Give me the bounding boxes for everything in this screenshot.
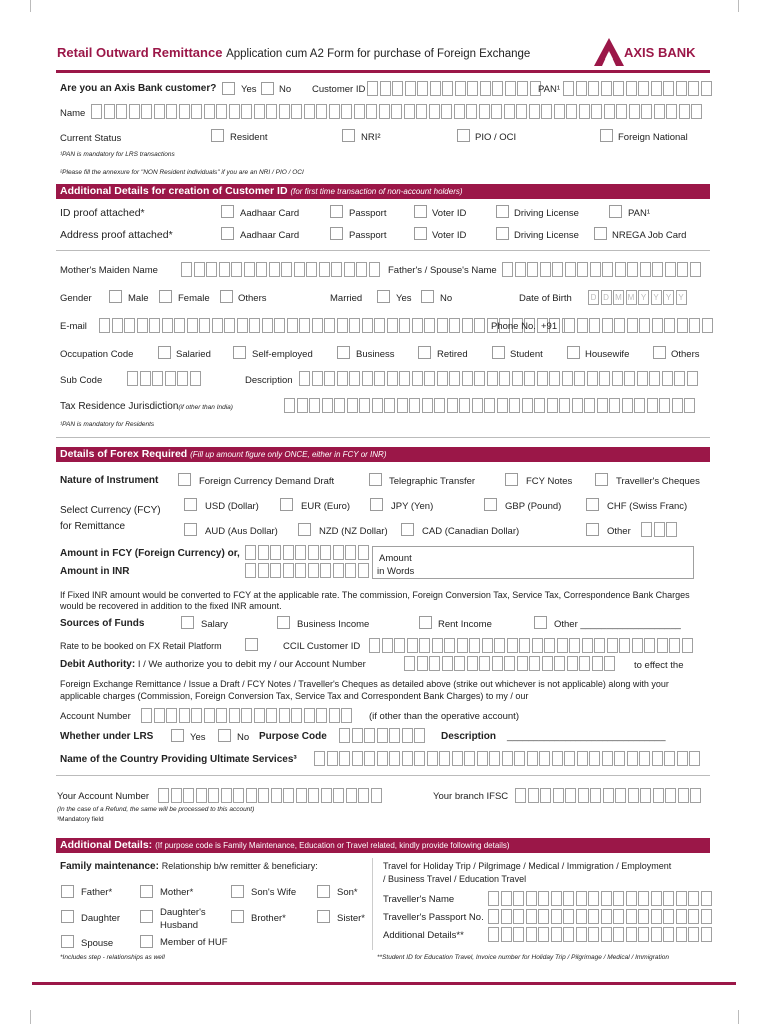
chf-checkbox[interactable] [586,498,599,511]
forex-note: (Fill up amount figure only ONCE, either in FCY or INR) [190,450,387,459]
your-account-field[interactable] [158,788,383,803]
travellers-name-label: Traveller's Name [383,894,455,905]
chf-label: CHF (Swiss Franc) [607,501,688,512]
mother-checkbox[interactable] [140,885,153,898]
pio-oci-label: PIO / OCI [475,132,517,143]
id-proof-label: ID proof attached* [60,207,145,219]
rate-booked-label: Rate to be booked on FX Retail Platform [60,641,222,651]
resident-checkbox[interactable] [211,129,224,142]
daughters-husband-label-2: Husband [160,920,199,931]
src-rent-label: Rent Income [438,619,492,630]
debit-authority-line [60,659,366,670]
select-currency-label-2: for Remittance [60,521,126,532]
additional-note: (If purpose code is Family Maintenance, Education or Travel related, kindly provide following details) [155,841,510,850]
fixed-inr-note-1: If Fixed INR amount would be converted to FCY at the applicable rate. The commission, Foreign Conversion Tax, Service Tax, Correspondence Bank Charges [60,590,690,600]
address-proof-label: Address proof attached* [60,229,173,241]
footnote-nri: ²Please fill the annexure for "NON Resident individuals" if you are an NRI / PIO / OCI [60,169,304,176]
branch-ifsc-label: Your branch IFSC [433,791,509,802]
tt-label: Telegraphic Transfer [389,476,476,487]
lrs-yes-checkbox[interactable] [171,729,184,742]
mother-label: Mother* [160,887,194,898]
sons-wife-label: Son's Wife [251,887,297,898]
dd-checkbox[interactable] [178,473,191,486]
fixed-inr-note-2: would be recovered in addition to the fixed INR amount. [60,601,282,611]
addr-aadhaar-checkbox[interactable] [221,227,234,240]
additional-id-note: (for first time transaction of non-account holders) [290,187,463,196]
resident-label: Resident [230,132,268,143]
sub-code-field[interactable] [127,371,202,386]
gender-others-label: Others [238,293,267,304]
occ-others-checkbox[interactable] [653,346,666,359]
occ-student-label: Student [510,349,543,360]
addr-driving-label: Driving License [514,230,579,241]
travellers-name-field[interactable] [488,891,713,906]
country-field[interactable] [314,751,702,766]
amount-in-words-field[interactable] [372,546,694,579]
form-title [57,45,530,60]
purpose-code-field[interactable] [339,728,427,743]
cad-label: CAD (Canadian Dollar) [422,526,520,537]
daughters-husband-label-1: Daughter's [160,907,206,918]
dob-m1[interactable]: M [613,290,624,305]
sister-checkbox[interactable] [317,910,330,923]
fcy-notes-checkbox[interactable] [505,473,518,486]
nature-label: Nature of Instrument [60,475,159,486]
phone-field[interactable] [564,318,714,333]
id-pan-checkbox[interactable] [609,205,622,218]
brother-checkbox[interactable] [231,910,244,923]
header-rule [56,70,710,73]
aud-checkbox[interactable] [184,523,197,536]
phone-label: Phone No. [491,321,536,332]
spouse-label: Spouse [81,938,114,949]
dob-d2[interactable]: D [601,290,612,305]
forex-title: Details of Forex Required [60,448,188,460]
addr-voter-label: Voter ID [432,230,467,241]
usd-checkbox[interactable] [184,498,197,511]
lrs-no-label: No [237,732,250,743]
jpy-checkbox[interactable] [370,498,383,511]
spouse-checkbox[interactable] [61,935,74,948]
father-label: Father* [81,887,113,898]
customer-no-checkbox[interactable] [261,82,274,95]
gender-female-label: Female [178,293,210,304]
phone-prefix: +91 [541,321,558,332]
daughter-label: Daughter [81,913,121,924]
family-relationship-label: Relationship b/w remitter & beneficiary: [161,861,318,871]
id-aadhaar-label: Aadhaar Card [240,208,300,219]
gbp-checkbox[interactable] [484,498,497,511]
huf-checkbox[interactable] [140,935,153,948]
occ-retired-checkbox[interactable] [418,346,431,359]
dob-y2[interactable]: Y [651,290,662,305]
current-status-label: Current Status [60,133,122,144]
country-label: Name of the Country Providing Ultimate Services³ [60,754,297,765]
married-yes-checkbox[interactable] [377,290,390,303]
nzd-checkbox[interactable] [298,523,311,536]
to-effect-label: to effect the [634,660,684,671]
id-passport-checkbox[interactable] [330,205,343,218]
occupation-label: Occupation Code [60,349,134,360]
email-label: E-mail [60,321,87,332]
addr-aadhaar-label: Aadhaar Card [240,230,300,241]
tc-checkbox[interactable] [595,473,608,486]
divider [56,250,710,251]
other-currency-field[interactable] [641,522,679,537]
fcy-notes-label: FCY Notes [526,476,573,487]
family-maintenance-line [60,861,318,872]
tt-checkbox[interactable] [369,473,382,486]
gender-others-checkbox[interactable] [220,290,233,303]
sister-label: Sister* [337,913,365,924]
son-checkbox[interactable] [317,885,330,898]
step-relationships-note: *Includes step - relationships as well [60,954,165,961]
dd-label: Foreign Currency Demand Draft [199,476,335,487]
occ-self-employed-label: Self-employed [252,349,313,360]
debit-account-field[interactable] [404,656,617,671]
amount-inr-label: Amount in INR [60,566,130,577]
footnote-pan-lrs: ¹PAN is mandatory for LRS transactions [60,151,175,158]
gender-label: Gender [60,293,92,304]
mandatory-note: ³Mandatory field [57,816,104,823]
dob-d1[interactable]: D [588,290,599,305]
occ-self-employed-checkbox[interactable] [233,346,246,359]
additional-id-bar [56,184,710,199]
pan-field[interactable] [563,81,713,96]
gender-female-checkbox[interactable] [159,290,172,303]
amount-fcy-field[interactable] [245,545,370,560]
debit-authority-text: I / We authorize you to debit my / our Account Number [137,659,366,670]
additional-id-title: Additional Details for creation of Customer ID [60,185,288,197]
tax-residence-note: (if other than India) [178,404,233,411]
tax-residence-label [60,401,233,412]
tc-label: Traveller's Cheques [616,476,700,487]
father-spouse-label: Father's / Spouse's Name [388,265,497,276]
axis-logo-icon [592,37,626,67]
married-no-label: No [440,293,453,304]
select-currency-label-1: Select Currency (FCY) [60,505,161,516]
foreign-national-label: Foreign National [618,132,688,143]
src-rent-checkbox[interactable] [419,616,432,629]
debit-authority-label: Debit Authority: [60,659,136,670]
occ-business-label: Business [356,349,395,360]
occ-salaried-label: Salaried [176,349,211,360]
ccil-label: CCIL Customer ID [283,641,361,652]
gender-male-checkbox[interactable] [109,290,122,303]
nri-label: NRI² [361,132,381,143]
passport-no-field[interactable] [488,909,713,924]
other-currency-checkbox[interactable] [586,523,599,536]
axis-logo [592,37,714,69]
dob-y4[interactable]: Y [676,290,687,305]
nri-checkbox[interactable] [342,129,355,142]
whether-lrs-label: Whether under LRS [60,731,154,742]
additional-bar [56,838,710,853]
src-other-checkbox[interactable] [534,616,547,629]
father-spouse-field[interactable] [502,262,702,277]
dob-m2[interactable]: M [626,290,637,305]
occ-student-checkbox[interactable] [492,346,505,359]
divider [56,775,710,776]
description-field[interactable] [299,371,699,386]
occ-salaried-checkbox[interactable] [158,346,171,359]
usd-label: USD (Dollar) [205,501,259,512]
account-number-label: Account Number [60,711,131,722]
customer-yes-checkbox[interactable] [222,82,235,95]
eur-checkbox[interactable] [280,498,293,511]
occ-others-label: Others [671,349,700,360]
amount-fcy-label: Amount in FCY (Foreign Currency) or, [60,548,240,559]
travel-purpose-line-1: Travel for Holiday Trip / Pilgrimage / Medical / Immigration / Employment [383,861,672,871]
forex-bar [56,447,710,462]
name-label: Name [60,108,86,119]
column-divider [372,858,373,950]
refund-note: (In the case of a Refund, the same will be processed to this account) [57,806,255,813]
authorization-para-1: Foreign Exchange Remittance / Issue a Draft / FCY Notes / Traveller's Cheques as detailed above (strike out whichever is not applicable) along with your [60,679,669,689]
additional-details-label: Additional Details** [383,930,464,941]
other-currency-label: Other [607,526,631,537]
ccil-field[interactable] [369,638,694,653]
occ-retired-label: Retired [437,349,468,360]
customer-id-label: Customer ID [312,84,366,95]
dob-field[interactable] [588,290,688,305]
sources-label: Sources of Funds [60,618,145,629]
your-account-label: Your Account Number [57,791,150,802]
src-other-label: Other ___________________ [554,619,681,630]
id-voter-label: Voter ID [432,208,467,219]
sub-code-label: Sub Code [60,375,103,386]
tax-residence-text: Tax Residence Jurisdiction [60,401,179,412]
additional-details-field[interactable] [488,927,713,942]
description-purpose-field[interactable]: ______________________________ [507,731,666,742]
if-other-label: (if other than the operative account) [369,711,519,722]
purpose-code-label: Purpose Code [259,731,327,742]
addr-nrega-label: NREGA Job Card [612,230,687,241]
sons-wife-checkbox[interactable] [231,885,244,898]
travel-purpose-line-2: / Business Travel / Education Travel [383,874,527,884]
occ-business-checkbox[interactable] [337,346,350,359]
name-field[interactable] [91,104,704,119]
description-purpose-label: Description [441,731,497,742]
id-voter-checkbox[interactable] [414,205,427,218]
family-maintenance-label: Family maintenance: [60,861,159,872]
additional-title: Additional Details: [60,839,153,851]
customer-yes-label: Yes [241,84,257,95]
brother-label: Brother* [251,913,286,924]
pio-oci-checkbox[interactable] [457,129,470,142]
married-label: Married [330,293,363,304]
divider [56,437,710,438]
id-driving-checkbox[interactable] [496,205,509,218]
id-passport-label: Passport [349,208,387,219]
src-salary-checkbox[interactable] [181,616,194,629]
lrs-yes-label: Yes [190,732,206,743]
married-no-checkbox[interactable] [421,290,434,303]
huf-label: Member of HUF [160,937,228,948]
tax-residence-field[interactable] [284,398,697,413]
daughters-husband-checkbox[interactable] [140,910,153,923]
id-pan-label: PAN¹ [628,208,650,219]
account-number-field[interactable] [141,708,354,723]
addr-nrega-checkbox[interactable] [594,227,607,240]
occ-housewife-checkbox[interactable] [567,346,580,359]
mothers-maiden-field[interactable] [181,262,381,277]
passport-no-label: Traveller's Passport No. [383,912,484,923]
foreign-national-checkbox[interactable] [600,129,613,142]
dob-y3[interactable]: Y [663,290,674,305]
lrs-no-checkbox[interactable] [218,729,231,742]
father-checkbox[interactable] [61,885,74,898]
footer-rule [32,982,736,985]
jpy-label: JPY (Yen) [391,501,434,512]
son-label: Son* [337,887,358,898]
src-salary-label: Salary [201,619,228,630]
gbp-label: GBP (Pound) [505,501,562,512]
id-aadhaar-checkbox[interactable] [221,205,234,218]
married-yes-label: Yes [396,293,412,304]
src-business-checkbox[interactable] [277,616,290,629]
nzd-label: NZD (NZ Dollar) [319,526,388,537]
gender-male-label: Male [128,293,149,304]
id-driving-label: Driving License [514,208,579,219]
bank-name: AXIS BANK [624,45,696,60]
student-id-note: **Student ID for Education Travel, Invoice number for Holiday Trip / Pilgrimage / Medical / Immigration [377,954,670,961]
amount-words-label-1: Amount [379,553,412,564]
authorization-para-2: applicable charges (Commission, Foreign Conversion Tax, Service Tax and Correspondent Bank Charges) to my / our [60,691,529,701]
branch-ifsc-field[interactable] [515,788,703,803]
amount-words-label-2: in Words [377,566,415,577]
occ-housewife-label: Housewife [585,349,630,360]
addr-voter-checkbox[interactable] [414,227,427,240]
footnote-pan-residents: ¹PAN is mandatory for Residents [60,421,155,428]
eur-label: EUR (Euro) [301,501,351,512]
dob-label: Date of Birth [519,293,572,304]
form-title-bold: Retail Outward Remittance [57,45,223,60]
aud-label: AUD (Aus Dollar) [205,526,278,537]
mothers-maiden-label: Mother's Maiden Name [60,265,158,276]
daughter-checkbox[interactable] [61,910,74,923]
cad-checkbox[interactable] [401,523,414,536]
addr-passport-label: Passport [349,230,387,241]
customer-question: Are you an Axis Bank customer? [60,83,217,94]
dob-y1[interactable]: Y [638,290,649,305]
customer-no-label: No [279,84,292,95]
src-business-label: Business Income [297,619,370,630]
form-title-rest: Application cum A2 Form for purchase of Foreign Exchange [226,48,531,60]
addr-passport-checkbox[interactable] [330,227,343,240]
addr-driving-checkbox[interactable] [496,227,509,240]
amount-inr-field[interactable] [245,563,370,578]
pan-label: PAN¹ [538,84,560,95]
rate-booked-checkbox[interactable] [245,638,258,651]
customer-id-field[interactable] [367,81,542,96]
description-label: Description [245,375,293,386]
